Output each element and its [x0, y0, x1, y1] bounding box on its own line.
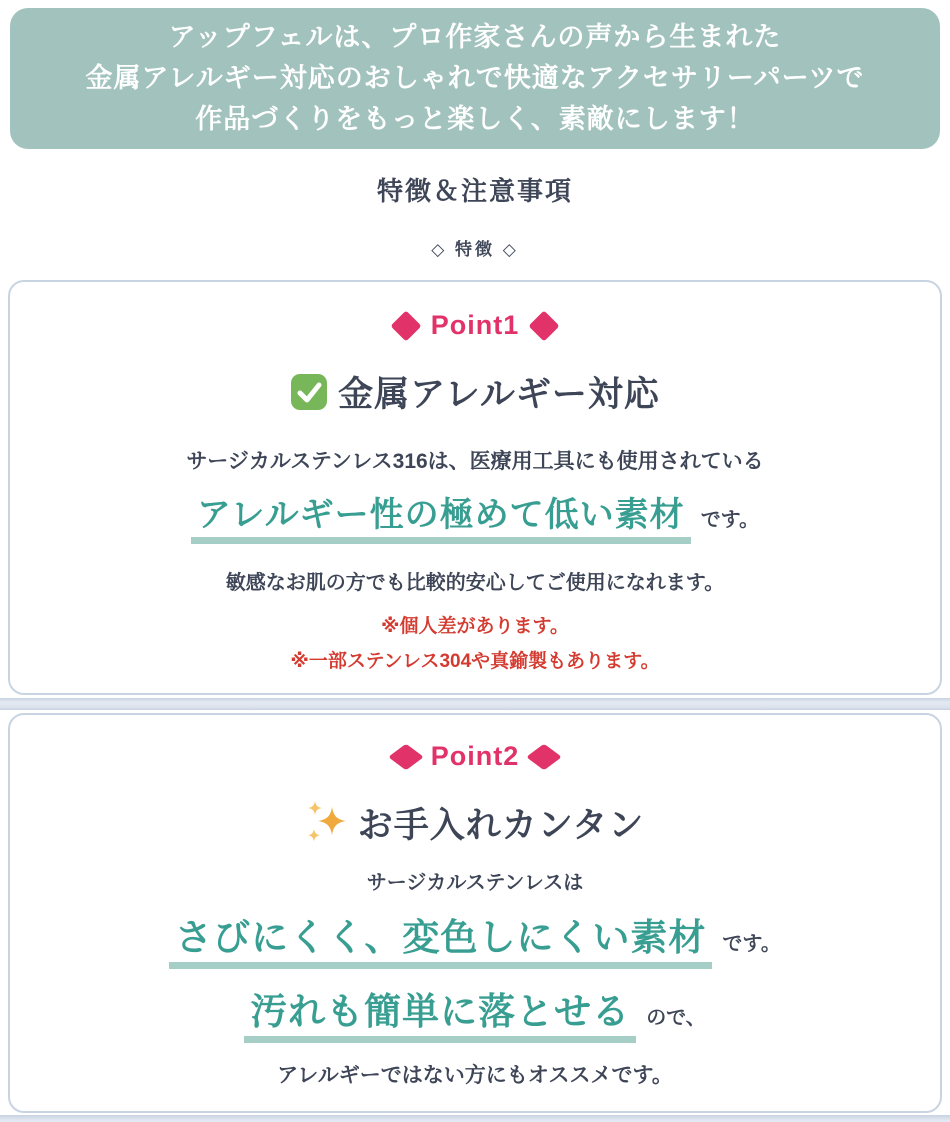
point2-closing: アレルギーではない方にもオススメです。 [277, 1064, 673, 1087]
point1-body: 敏感なお肌の方でも比較的安心してご使用になれます。 [225, 572, 725, 594]
point1-card [8, 280, 942, 695]
point1-lead: サージカルステンレス316は、医療用工具にも使用されている [186, 450, 764, 473]
point2-highlight2: 汚れも簡単に落とせる [244, 981, 636, 1043]
point2-label-row [20, 741, 930, 772]
card-separator-band [0, 698, 950, 710]
bottom-band [0, 1115, 950, 1122]
point1-note-1: ※個人差があります。 [381, 616, 569, 637]
point1-title-row [20, 367, 930, 417]
point1-highlight-row [20, 487, 930, 544]
banner-line-3: 作品づくりをもっと楽しく、素敵にします！ [195, 104, 755, 134]
point2-title: お手入れカンタン [357, 806, 645, 845]
intro-banner [10, 8, 940, 149]
point2-highlight1-suffix: です。 [722, 933, 781, 955]
green-check-icon [290, 373, 328, 411]
banner-line-1: アップフェルは、プロ作家さんの声から生まれた [168, 22, 782, 52]
point2-highlight2-suffix: ので、 [646, 1007, 706, 1029]
point2-highlight1-row [20, 907, 930, 969]
point2-lead: サージカルステンレスは [366, 872, 584, 894]
diamond-icon [388, 743, 423, 770]
point1-label-row [20, 310, 930, 341]
point1-highlight-suffix: です。 [700, 509, 760, 531]
point2-highlight2-row [20, 981, 930, 1043]
point2-card [8, 713, 942, 1113]
point1-label: Point1 [430, 310, 520, 340]
diamond-icon [527, 743, 562, 770]
section-title: 特徴＆注意事項 [376, 176, 573, 206]
diamond-icon [529, 310, 560, 341]
point2-title-row [20, 798, 930, 848]
point2-label: Point2 [430, 741, 520, 771]
point2-highlight1: さびにくく、変色しにくい素材 [169, 907, 712, 969]
features-subheading: ◇ 特徴 ◇ [431, 240, 519, 259]
point1-title: 金属アレルギー対応 [338, 375, 660, 414]
point1-highlight: アレルギー性の極めて低い素材 [191, 487, 691, 544]
banner-line-2: 金属アレルギー対応のおしゃれで快適なアクセサリーパーツで [85, 63, 865, 93]
sparkles-icon [306, 801, 348, 845]
diamond-icon [390, 310, 421, 341]
point1-note-2: ※一部ステンレス304や真鍮製もあります。 [290, 651, 660, 672]
